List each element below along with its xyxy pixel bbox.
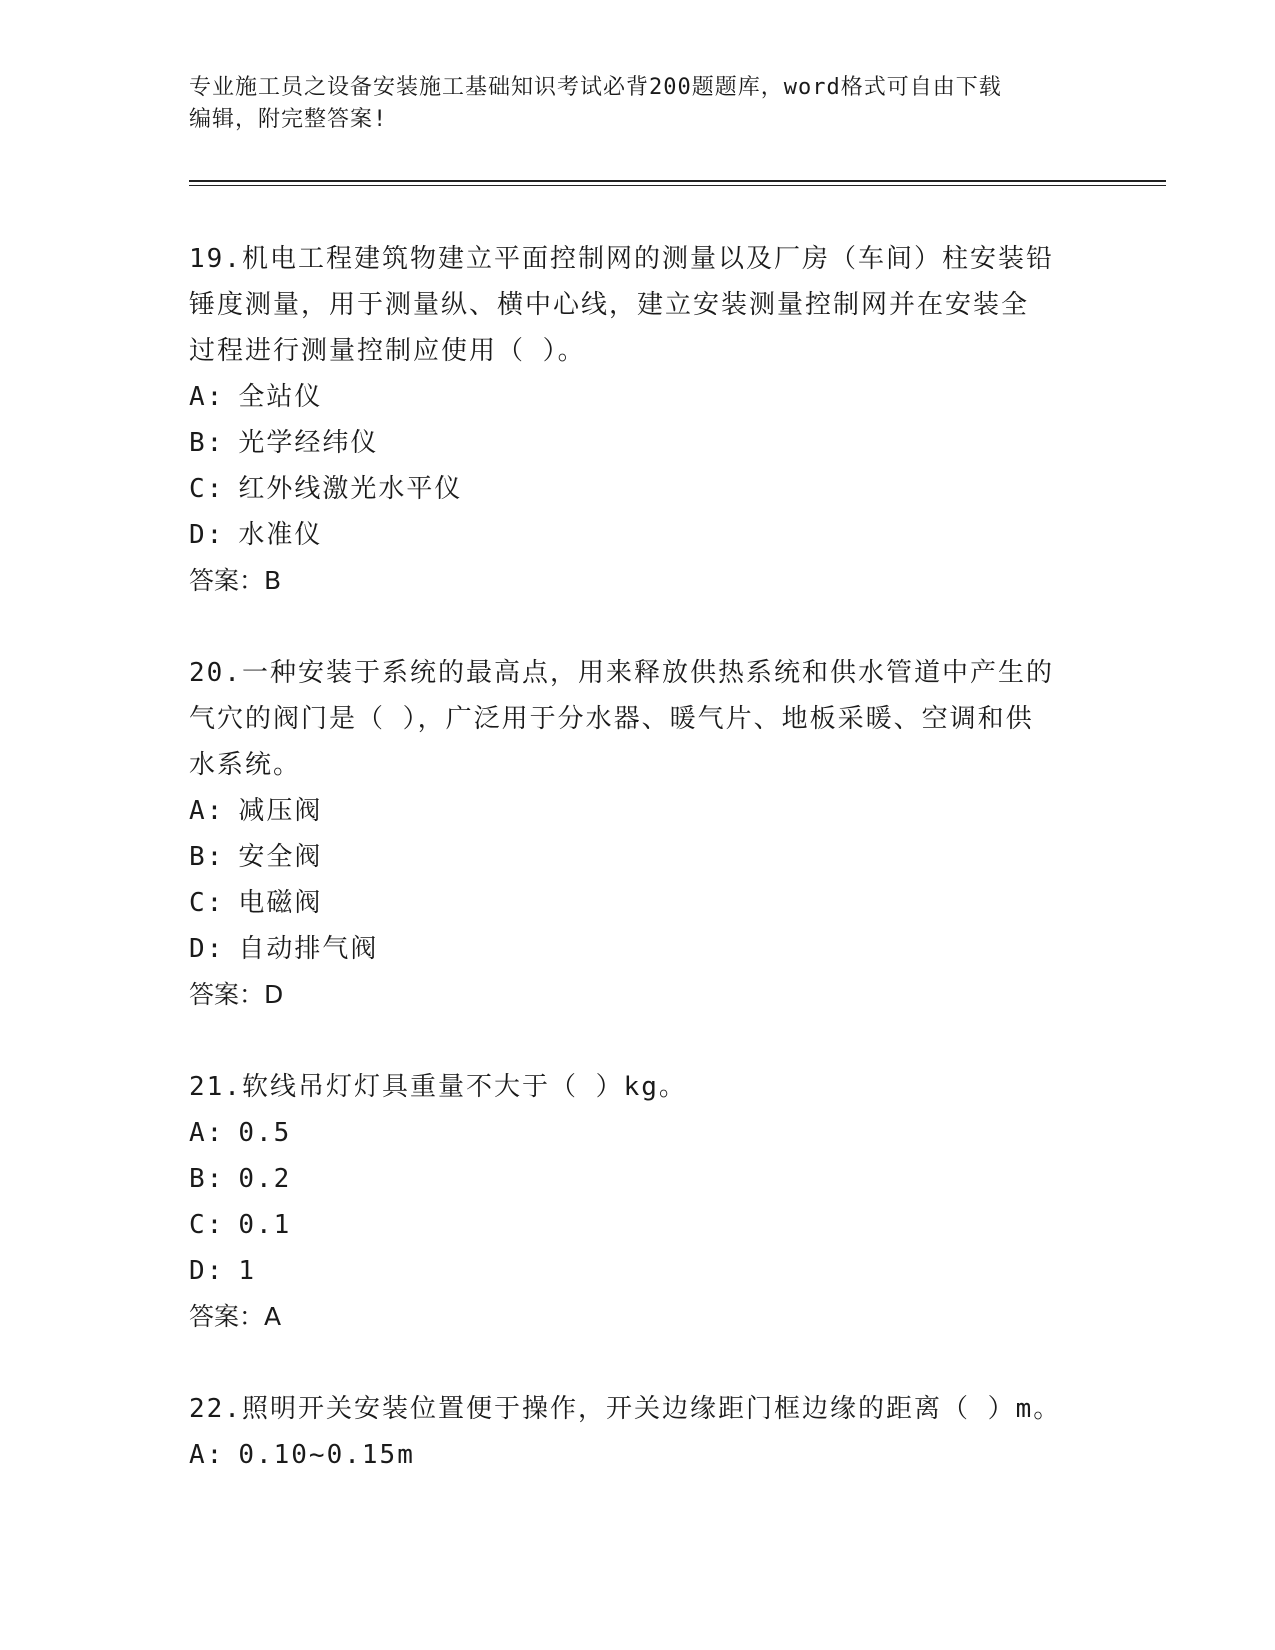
question-stem bbox=[189, 1064, 1089, 1110]
option-a bbox=[189, 1432, 1089, 1478]
option-text: 电磁阀 bbox=[238, 888, 323, 918]
header-line-1: 专业施工员之设备安装施工基础知识考试必背200题题库，word格式可自由下载 bbox=[189, 75, 1002, 100]
option-c bbox=[189, 1202, 1089, 1248]
stem-line: 20.一种安装于系统的最高点，用来释放供热系统和供水管道中产生的 bbox=[189, 658, 1054, 688]
answer-line: 答案：A bbox=[189, 1302, 282, 1331]
option-c bbox=[189, 466, 1089, 512]
option-letter: A: bbox=[189, 796, 225, 826]
stem-line: 22.照明开关安装位置便于操作，开关边缘距门框边缘的距离（ ）m。 bbox=[189, 1394, 1062, 1424]
option-text: 0.2 bbox=[238, 1164, 292, 1194]
option-text: 自动排气阀 bbox=[238, 934, 379, 964]
option-b bbox=[189, 420, 1089, 466]
question-list bbox=[189, 236, 1089, 1478]
option-text: 水准仪 bbox=[238, 520, 323, 550]
header-divider-thick bbox=[189, 180, 1166, 182]
option-d bbox=[189, 1248, 1089, 1294]
spacer bbox=[189, 604, 1089, 650]
stem-line: 过程进行测量控制应使用（ ）。 bbox=[189, 336, 586, 366]
question-21 bbox=[189, 1064, 1089, 1340]
option-text: 全站仪 bbox=[238, 382, 323, 412]
option-text: 1 bbox=[238, 1256, 256, 1286]
option-d bbox=[189, 926, 1089, 972]
question-stem bbox=[189, 650, 1089, 788]
stem-line: 水系统。 bbox=[189, 750, 302, 780]
option-letter: A: bbox=[189, 1440, 225, 1470]
answer-line: 答案：D bbox=[189, 980, 284, 1009]
option-letter: B: bbox=[189, 428, 225, 458]
document-header bbox=[189, 72, 1089, 136]
option-letter: A: bbox=[189, 382, 225, 412]
option-text: 0.5 bbox=[238, 1118, 292, 1148]
option-d bbox=[189, 512, 1089, 558]
answer-line: 答案：B bbox=[189, 566, 282, 595]
option-a bbox=[189, 788, 1089, 834]
option-letter: C: bbox=[189, 1210, 225, 1240]
question-22 bbox=[189, 1386, 1089, 1478]
header-line-2: 编辑，附完整答案! bbox=[189, 107, 388, 132]
option-b bbox=[189, 834, 1089, 880]
question-19 bbox=[189, 236, 1089, 604]
option-text: 减压阀 bbox=[238, 796, 323, 826]
option-letter: C: bbox=[189, 888, 225, 918]
option-letter: B: bbox=[189, 842, 225, 872]
question-stem bbox=[189, 236, 1089, 374]
option-letter: C: bbox=[189, 474, 225, 504]
option-letter: B: bbox=[189, 1164, 225, 1194]
option-letter: D: bbox=[189, 934, 225, 964]
option-letter: D: bbox=[189, 520, 225, 550]
option-a bbox=[189, 1110, 1089, 1156]
question-20 bbox=[189, 650, 1089, 1018]
header-divider-thin bbox=[189, 185, 1166, 186]
spacer bbox=[189, 1340, 1089, 1386]
option-b bbox=[189, 1156, 1089, 1202]
option-letter: D: bbox=[189, 1256, 225, 1286]
option-text: 光学经纬仪 bbox=[238, 428, 379, 458]
stem-line: 19.机电工程建筑物建立平面控制网的测量以及厂房（车间）柱安装铅 bbox=[189, 244, 1054, 274]
stem-line: 气穴的阀门是（ ），广泛用于分水器、暖气片、地板采暖、空调和供 bbox=[189, 704, 1034, 734]
option-c bbox=[189, 880, 1089, 926]
stem-line: 锤度测量，用于测量纵、横中心线，建立安装测量控制网并在安装全 bbox=[189, 290, 1030, 320]
option-text: 0.1 bbox=[238, 1210, 292, 1240]
spacer bbox=[189, 1018, 1089, 1064]
question-stem bbox=[189, 1386, 1089, 1432]
option-a bbox=[189, 374, 1089, 420]
option-text: 红外线激光水平仪 bbox=[238, 474, 463, 504]
option-text: 安全阀 bbox=[238, 842, 323, 872]
option-text: 0.10~0.15m bbox=[238, 1440, 415, 1470]
stem-line: 21.软线吊灯灯具重量不大于（ ）kg。 bbox=[189, 1072, 687, 1102]
option-letter: A: bbox=[189, 1118, 225, 1148]
